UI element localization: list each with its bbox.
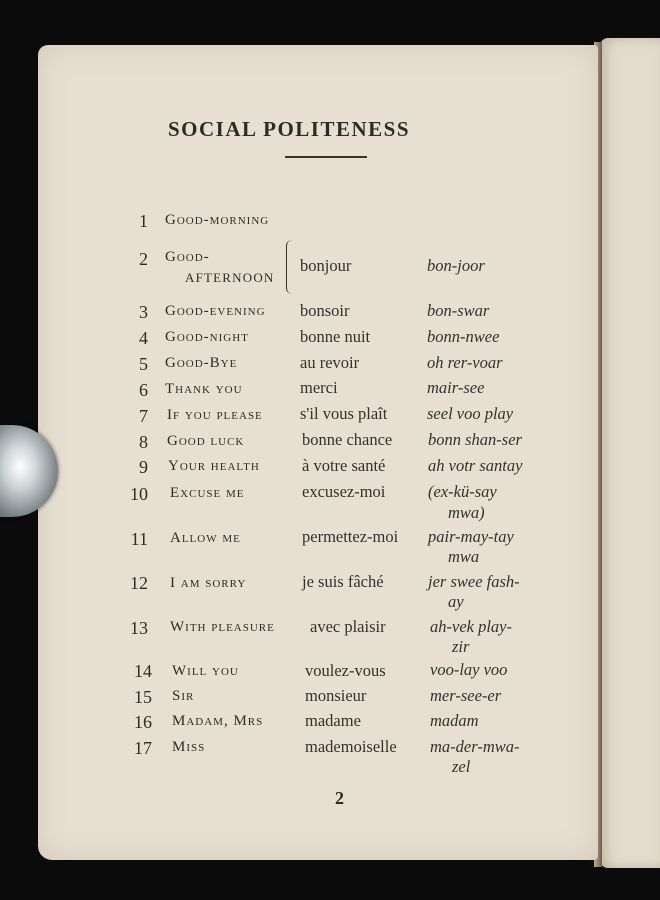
entry-number: 16 (134, 712, 152, 732)
entry-pronunciation: (ex-kü-say (428, 482, 497, 501)
entry-english: Madam, Mrs (172, 713, 264, 729)
entry-french: mademoiselle (305, 737, 397, 756)
entry-number: 13 (130, 618, 148, 638)
entry-english: Excuse me (170, 485, 245, 501)
entry-french: à votre santé (302, 456, 386, 475)
entry-french: je suis fâché (302, 572, 384, 591)
entry-french: bonjour (300, 256, 352, 275)
entry-number: 7 (139, 406, 148, 426)
entry-number: 14 (134, 661, 152, 681)
entry-pronunciation-continued: zir (452, 637, 470, 656)
entry-number: 9 (139, 457, 148, 477)
entry-french: bonne nuit (300, 327, 371, 346)
entry-english: Good-night (165, 329, 249, 345)
entry-number: 10 (130, 484, 148, 504)
entry-english: Will you (172, 663, 239, 679)
entry-pronunciation: ah votr santay (428, 456, 523, 475)
entry-english: Miss (172, 739, 206, 755)
entry-pronunciation: ma-der-mwa- (430, 737, 520, 756)
entry-pronunciation: madam (430, 711, 479, 730)
entry-french: excusez-moi (302, 482, 386, 501)
facing-page (600, 38, 660, 868)
entry-english: I am sorry (170, 575, 247, 591)
entry-pronunciation: bonn shan-ser (428, 430, 522, 449)
entry-english: Allow me (170, 530, 241, 546)
page-number: 2 (335, 788, 344, 808)
entry-number: 6 (139, 380, 148, 400)
page-title: SOCIAL POLITENESS (168, 117, 411, 141)
entry-number: 1 (139, 211, 148, 231)
entry-pronunciation: voo-lay voo (430, 660, 508, 679)
entry-french: merci (300, 378, 338, 397)
entry-french: permettez-moi (302, 527, 399, 546)
entry-pronunciation: bonn-nwee (427, 327, 500, 346)
entry-english: Good-evening (165, 303, 266, 319)
entry-english: Sir (172, 688, 195, 704)
entry-french: avec plaisir (310, 617, 386, 636)
entry-french: madame (305, 711, 361, 730)
entry-pronunciation: bon-joor (427, 256, 485, 275)
entry-english: Your health (168, 458, 260, 474)
entry-english-continued: AFTERNOON (185, 270, 275, 285)
entry-english: With pleasure (170, 619, 275, 635)
entry-pronunciation: oh rer-voar (427, 353, 503, 372)
entry-pronunciation: pair-may-tay (428, 527, 514, 546)
entry-number: 2 (139, 249, 148, 269)
entry-pronunciation: seel voo play (427, 404, 514, 423)
entry-pronunciation: mer-see-er (430, 686, 502, 705)
entry-pronunciation: mair-see (427, 378, 485, 397)
brace-bracket (286, 240, 297, 294)
entry-french: au revoir (300, 353, 360, 372)
entry-number: 11 (130, 529, 148, 549)
entry-french: s'il vous plaît (300, 404, 388, 423)
entry-english: Good- (165, 249, 210, 265)
entry-pronunciation-continued: ay (448, 592, 464, 611)
entry-number: 17 (134, 738, 152, 758)
entry-french: bonne chance (302, 430, 393, 449)
entry-pronunciation-continued: mwa) (448, 503, 485, 522)
entry-english: Good-Bye (165, 355, 238, 371)
entry-english: Good-morning (165, 212, 270, 228)
entry-english: Good luck (167, 433, 245, 449)
entry-pronunciation-continued: mwa (448, 547, 480, 566)
entry-pronunciation: jer swee fash- (428, 572, 520, 591)
entry-pronunciation-continued: zel (452, 757, 471, 776)
entry-number: 15 (134, 687, 152, 707)
entry-french: bonsoir (300, 301, 350, 320)
entry-english: Thank you (165, 381, 243, 397)
entry-number: 3 (139, 302, 148, 322)
entry-pronunciation: bon-swar (427, 301, 490, 320)
entry-french: monsieur (305, 686, 367, 705)
title-rule (285, 156, 367, 158)
entry-number: 12 (130, 573, 148, 593)
entry-french: voulez-vous (305, 661, 386, 680)
entry-pronunciation: ah-vek play- (430, 617, 512, 636)
entry-number: 4 (139, 328, 148, 348)
entry-number: 8 (139, 432, 148, 452)
entry-english: If you please (167, 407, 263, 423)
entry-number: 5 (139, 354, 148, 374)
